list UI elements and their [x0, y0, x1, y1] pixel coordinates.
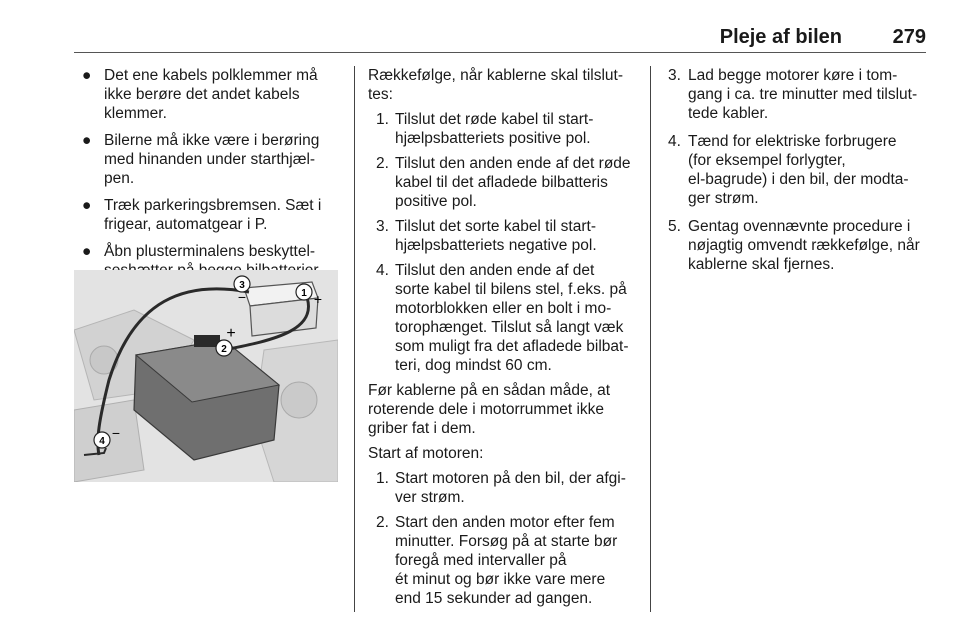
text-line: minutter. Forsøg på at starte bør [395, 533, 618, 550]
text-line: end 15 sekunder ad gangen. [395, 590, 593, 607]
step-item [368, 110, 634, 148]
text-line: Åbn plusterminalens beskyttel- [104, 243, 316, 260]
column-3 [666, 66, 928, 283]
jump-start-illustration [74, 270, 338, 482]
step-item [666, 132, 928, 208]
text-line: ger strøm. [688, 190, 759, 207]
text-line: sorte kabel til bilens stel, f.eks. på [395, 281, 627, 298]
text-line: tede kabler. [688, 105, 769, 122]
start-heading: Start af motoren: [368, 445, 484, 462]
text-line: klemmer. [104, 105, 167, 122]
text-line: Tilslut det røde kabel til start- [395, 111, 594, 128]
column-divider [650, 66, 651, 612]
column-1 [74, 66, 338, 288]
step-item [368, 217, 634, 255]
bullet-icon: ● [82, 67, 92, 84]
step-number: 1. [376, 470, 389, 487]
text-line: Tænd for elektriske forbrugere [688, 133, 897, 150]
step-item [368, 513, 634, 608]
text-line: Start den anden motor efter fem [395, 514, 615, 531]
text-line: kablerne skal fjernes. [688, 256, 835, 273]
text-line: ikke berøre det andet kabels [104, 86, 300, 103]
figure-label-3: 3 [239, 280, 245, 291]
column-2 [368, 66, 634, 614]
intro-paragraph [368, 66, 634, 104]
text-line: torophænget. Tilslut så langt væk [395, 319, 624, 336]
text-line: foregå med intervaller på [395, 552, 567, 569]
text-line: nøjagtig omvendt rækkefølge, når [688, 237, 920, 254]
note-paragraph [368, 381, 634, 438]
text-line: gang i ca. tre minutter med tilslut- [688, 86, 918, 103]
text-line: ver strøm. [395, 489, 465, 506]
step-item [368, 154, 634, 211]
text-line: Træk parkeringsbremsen. Sæt i [104, 197, 322, 214]
column-divider [354, 66, 355, 612]
label-2-marker [216, 340, 232, 356]
text-line: (for eksempel forlygter, [688, 152, 846, 169]
figure-label-1: 1 [301, 288, 307, 299]
step-number: 2. [376, 514, 389, 531]
text-line: Gentag ovennævnte procedure i [688, 218, 911, 235]
label-1-marker [296, 284, 312, 300]
step-item [666, 217, 928, 274]
text-line: el-bagrude) i den bil, der modta- [688, 171, 909, 188]
step-number: 5. [668, 218, 681, 235]
text-line: motorblokken eller en bolt i mo- [395, 300, 612, 317]
text-line: teri, dog mindst 60 cm. [395, 357, 552, 374]
step-number: 1. [376, 111, 389, 128]
figure-label-4: 4 [99, 436, 105, 447]
text-line: Tilslut den anden ende af det røde [395, 155, 631, 172]
text-line: Start motoren på den bil, der afgi- [395, 470, 626, 487]
section-title: Pleje af bilen [719, 26, 842, 48]
text-line: pen. [104, 170, 135, 187]
bullet-item [74, 66, 338, 123]
text-line: roterende dele i motorrummet ikke [368, 401, 605, 418]
text-line: ét minut og bør ikke vare mere [395, 571, 606, 588]
text-line: Tilslut den anden ende af det [395, 262, 595, 279]
text-line: Det ene kabels polklemmer må [104, 67, 318, 84]
label-4-marker [94, 432, 110, 448]
text-line: frigear, automatgear i P. [104, 216, 268, 233]
step-item [368, 261, 634, 375]
step-number: 4. [376, 262, 389, 279]
plus-sign: + [226, 325, 236, 342]
step-number: 2. [376, 155, 389, 172]
text-line: griber fat i dem. [368, 420, 476, 437]
bullet-item [74, 196, 338, 234]
step-item [368, 469, 634, 507]
text-line: Lad begge motorer køre i tom- [688, 67, 898, 84]
text-line: Rækkefølge, når kablerne skal tilslut- [368, 67, 623, 84]
step-number: 4. [668, 133, 681, 150]
minus-sign: − [111, 425, 121, 441]
text-line: positive pol. [395, 193, 477, 210]
figure-label-2: 2 [221, 344, 227, 355]
plus-sign: + [313, 291, 323, 307]
text-line: tes: [368, 86, 393, 103]
text-line: Før kablerne på en sådan måde, at [368, 382, 611, 399]
bullet-icon: ● [82, 197, 92, 214]
bullet-icon: ● [82, 243, 92, 260]
text-line: hjælpsbatteriets positive pol. [395, 130, 591, 147]
text-line: hjælpsbatteriets negative pol. [395, 237, 597, 254]
engine-bay-drawing [74, 270, 338, 482]
step-number: 3. [376, 218, 389, 235]
text-line: Tilslut det sorte kabel til start- [395, 218, 596, 235]
text-line: Bilerne må ikke være i berøring [104, 132, 320, 149]
text-line: med hinanden under starthjæl- [104, 151, 316, 168]
step-item [666, 66, 928, 123]
minus-sign: − [237, 289, 247, 305]
bullet-item [74, 131, 338, 188]
text-line: som muligt fra det afladede bilbat- [395, 338, 629, 355]
step-number: 3. [668, 67, 681, 84]
page-header [74, 22, 926, 53]
page-number: 279 [892, 26, 926, 48]
text-line: kabel til det afladede bilbatteris [395, 174, 608, 191]
bullet-icon: ● [82, 132, 92, 149]
